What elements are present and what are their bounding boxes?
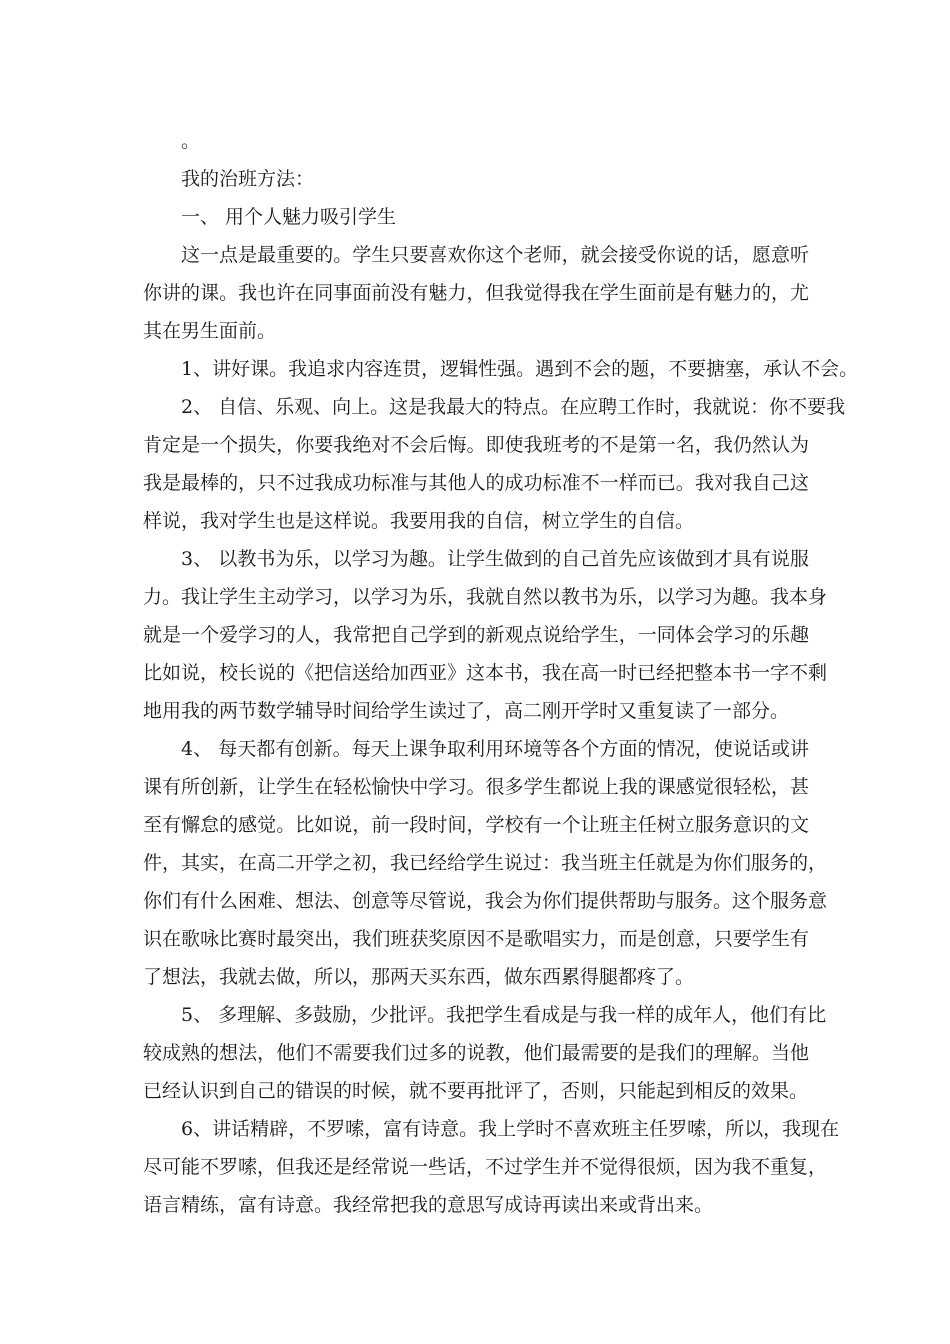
paragraph-line: 了想法，我就去做，所以，那两天买东西，做东西累得腿都疼了。 bbox=[143, 966, 695, 988]
paragraph-line: 至有懈怠的感觉。比如说，前一段时间，学校有一个让班主任树立服务意识的文 bbox=[143, 814, 809, 836]
paragraph-line: 识在歌咏比赛时最突出，我们班获奖原因不是歌唱实力，而是创意，只要学生有 bbox=[143, 928, 809, 950]
paragraph-line: 你讲的课。我也许在同事面前没有魅力，但我觉得我在学生面前是有魅力的，尤 bbox=[143, 282, 809, 304]
subsection-heading: 一、 用个人魅力吸引学生 bbox=[181, 206, 397, 228]
list-item-5: 5、 多理解、多鼓励，少批评。我把学生看成是与我一样的成年人，他们有比 bbox=[181, 1004, 827, 1026]
paragraph-line: 样说，我对学生也是这样说。我要用我的自信，树立学生的自信。 bbox=[143, 510, 695, 532]
section-heading: 我的治班方法： bbox=[181, 168, 315, 190]
paragraph-line: 件，其实，在高二开学之初，我已经给学生说过：我当班主任就是为你们服务的， bbox=[143, 852, 828, 874]
paragraph-line: 其在男生面前。 bbox=[143, 320, 277, 342]
paragraph-line: 尽可能不罗嗦，但我还是经常说一些话，不过学生并不觉得很烦，因为我不重复， bbox=[143, 1156, 828, 1178]
paragraph-line: 我是最棒的，只不过我成功标准与其他人的成功标准不一样而已。我对我自己这 bbox=[143, 472, 809, 494]
paragraph-line: 你们有什么困难、想法、创意等尽管说，我会为你们提供帮助与服务。这个服务意 bbox=[143, 890, 828, 912]
paragraph-line: 就是一个爱学习的人，我常把自己学到的新观点说给学生，一同体会学习的乐趣 bbox=[143, 624, 809, 646]
paragraph-line: 肯定是一个损失，你要我绝对不会后悔。即使我班考的不是第一名，我仍然认为 bbox=[143, 434, 809, 456]
list-item-4: 4、 每天都有创新。每天上课争取利用环境等各个方面的情况，使说话或讲 bbox=[181, 738, 809, 760]
paragraph-line: 较成熟的想法，他们不需要我们过多的说教，他们最需要的是我们的理解。当他 bbox=[143, 1042, 809, 1064]
list-item-3: 3、 以教书为乐，以学习为趣。让学生做到的自己首先应该做到才具有说服 bbox=[181, 548, 809, 570]
text-line: 。 bbox=[181, 130, 201, 152]
list-item-6: 6、讲话精辟，不罗嗦，富有诗意。我上学时不喜欢班主任罗嗦，所以，我现在 bbox=[181, 1118, 840, 1140]
paragraph-line: 这一点是最重要的。学生只要喜欢你这个老师，就会接受你说的话，愿意听 bbox=[181, 244, 809, 266]
list-item-1: 1、讲好课。我追求内容连贯，逻辑性强。遇到不会的题，不要搪塞，承认不会。 bbox=[181, 358, 859, 380]
paragraph-line: 课有所创新，让学生在轻松愉快中学习。很多学生都说上我的课感觉很轻松，甚 bbox=[143, 776, 809, 798]
paragraph-line: 语言精练，富有诗意。我经常把我的意思写成诗再读出来或背出来。 bbox=[143, 1194, 714, 1216]
paragraph-line: 比如说，校长说的《把信送给加西亚》这本书，我在高一时已经把整本书一字不剩 bbox=[143, 662, 828, 684]
list-item-2: 2、 自信、乐观、向上。这是我最大的特点。在应聘工作时，我就说：你不要我 bbox=[181, 396, 846, 418]
paragraph-line: 已经认识到自己的错误的时候，就不要再批评了，否则，只能起到相反的效果。 bbox=[143, 1080, 809, 1102]
paragraph-line: 地用我的两节数学辅导时间给学生读过了，高二刚开学时又重复读了一部分。 bbox=[143, 700, 790, 722]
paragraph-line: 力。我让学生主动学习，以学习为乐，我就自然以教书为乐，以学习为趣。我本身 bbox=[143, 586, 828, 608]
